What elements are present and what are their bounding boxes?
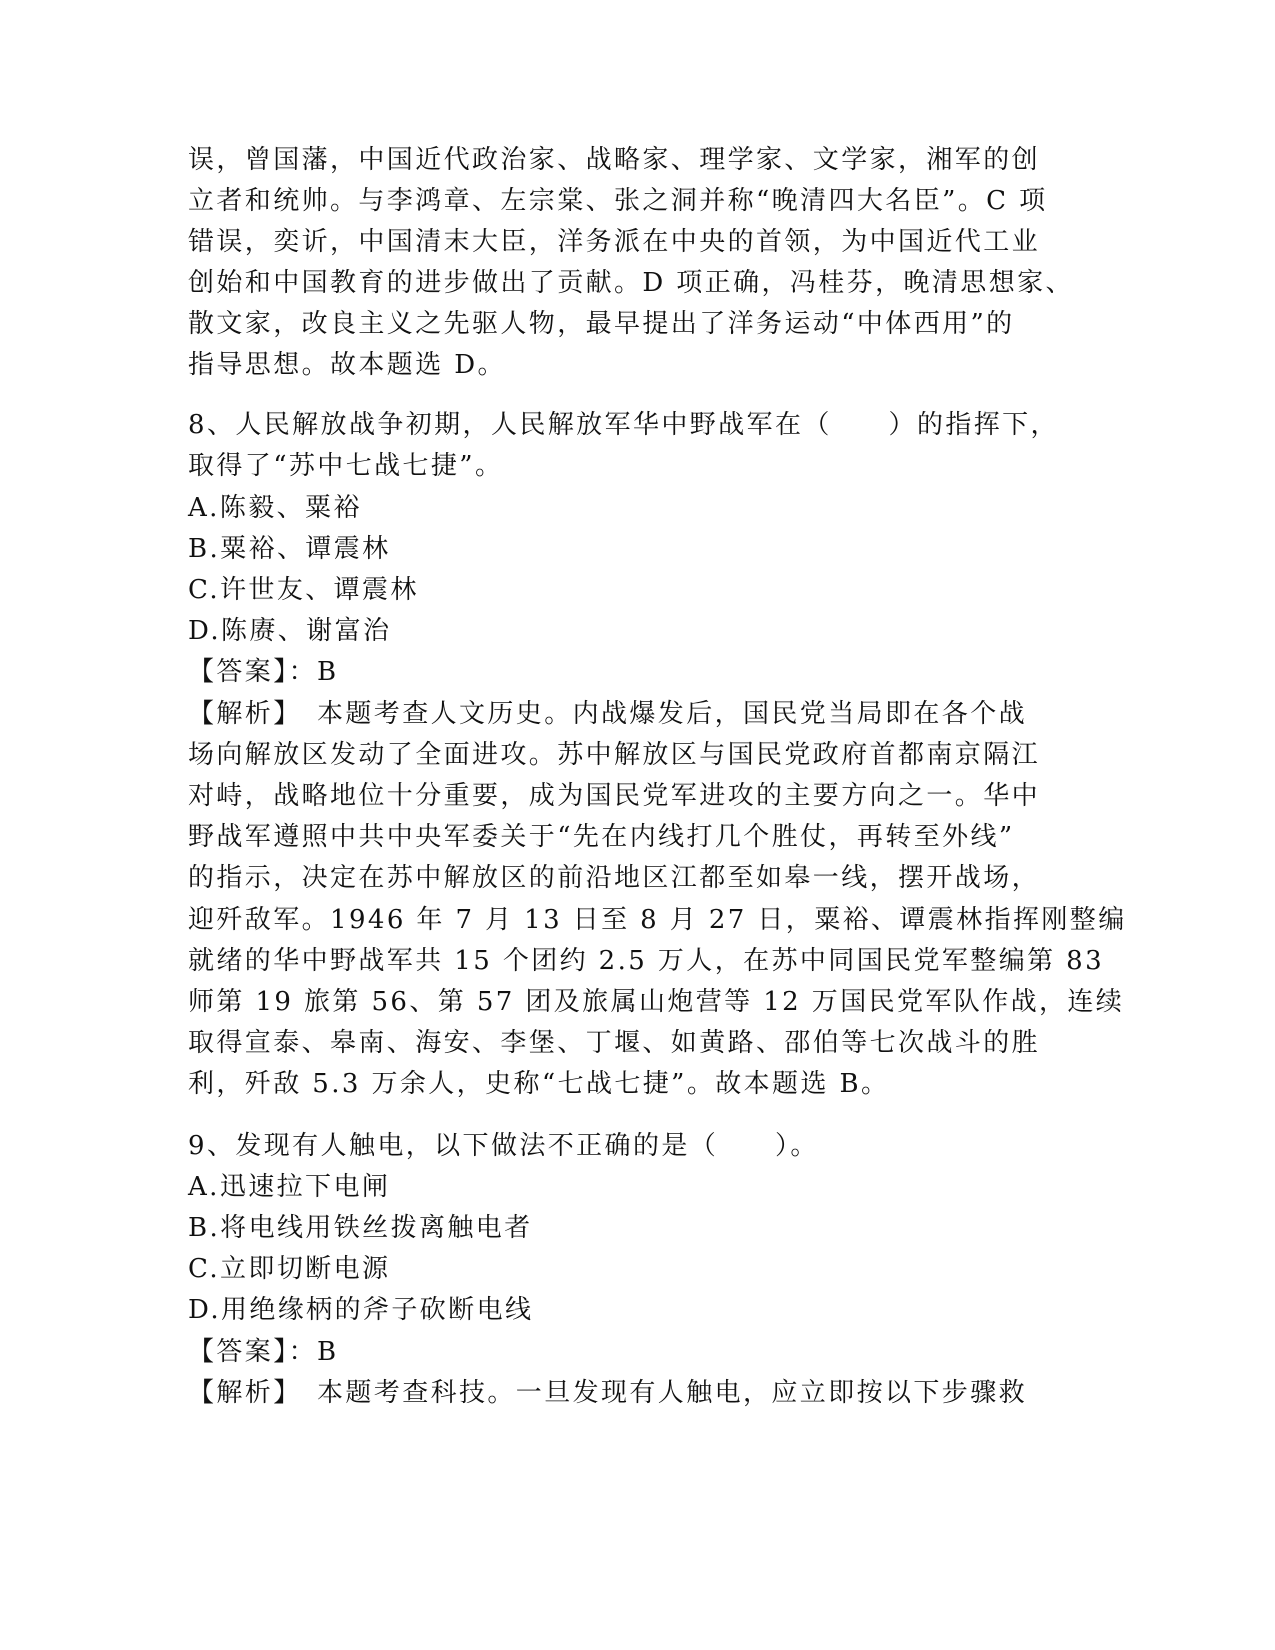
text-line: 误，曾国藩，中国近代政治家、战略家、理学家、文学家，湘军的创 — [188, 145, 1041, 175]
text-line: 创始和中国教育的进步做出了贡献。D 项正确，冯桂芬，晚清思想家、 — [188, 268, 1074, 298]
analysis-line: 迎歼敌军。1946 年 7 月 13 日至 8 月 27 日，粟裕、谭震林指挥刚整编 — [188, 905, 1127, 935]
option-b: B.将电线用铁丝拨离触电者 — [188, 1213, 533, 1243]
analysis-line: 对峙，战略地位十分重要，成为国民党军进攻的主要方向之一。华中 — [188, 781, 1041, 811]
analysis-line: 取得宣泰、皋南、海安、李堡、丁堰、如黄路、邵伯等七次战斗的胜 — [188, 1028, 1041, 1058]
analysis-line: 利，歼敌 5.3 万余人，史称“七战七捷”。故本题选 B。 — [188, 1069, 890, 1099]
text-line: 立者和统帅。与李鸿章、左宗棠、张之洞并称“晚清四大名臣”。C 项 — [188, 186, 1048, 216]
option-d: D.用绝缘柄的斧子砍断电线 — [188, 1295, 534, 1325]
option-b: B.粟裕、谭震林 — [188, 534, 391, 564]
text-line: 散文家，改良主义之先驱人物，最早提出了洋务运动“中体西用”的 — [188, 309, 1015, 339]
analysis-line: 场向解放区发动了全面进攻。苏中解放区与国民党政府首都南京隔江 — [188, 740, 1041, 770]
analysis-line: 【解析】 本题考查人文历史。内战爆发后，国民党当局即在各个战 — [188, 699, 1028, 729]
analysis-line: 就绪的华中野战军共 15 个团约 2.5 万人，在苏中同国民党军整编第 83 — [188, 946, 1105, 976]
answer: 【答案】：B — [188, 1337, 339, 1367]
option-a: A.迅速拉下电闸 — [188, 1172, 391, 1202]
question-stem: 8、人民解放战争初期，人民解放军华中野战军在（ ）的指挥下， — [188, 410, 1059, 440]
question-stem: 取得了“苏中七战七捷”。 — [188, 451, 504, 481]
analysis-line: 师第 19 旅第 56、第 57 团及旅属山炮营等 12 万国民党军队作战，连续 — [188, 987, 1125, 1017]
option-a: A.陈毅、粟裕 — [188, 493, 362, 523]
option-c: C.立即切断电源 — [188, 1254, 391, 1284]
answer: 【答案】：B — [188, 657, 339, 687]
analysis-line: 野战军遵照中共中央军委关于“先在内线打几个胜仗，再转至外线” — [188, 822, 1015, 852]
analysis-line: 【解析】 本题考查科技。一旦发现有人触电，应立即按以下步骤救 — [188, 1378, 1028, 1408]
text-line: 指导思想。故本题选 D。 — [188, 350, 506, 380]
question-stem: 9、发现有人触电，以下做法不正确的是（ ）。 — [188, 1131, 819, 1161]
option-d: D.陈赓、谢富治 — [188, 616, 392, 646]
option-c: C.许世友、谭震林 — [188, 575, 419, 605]
analysis-line: 的指示，决定在苏中解放区的前沿地区江都至如皋一线，摆开战场， — [188, 863, 1041, 893]
text-line: 错误，奕䜣，中国清末大臣，洋务派在中央的首领，为中国近代工业 — [188, 227, 1041, 257]
